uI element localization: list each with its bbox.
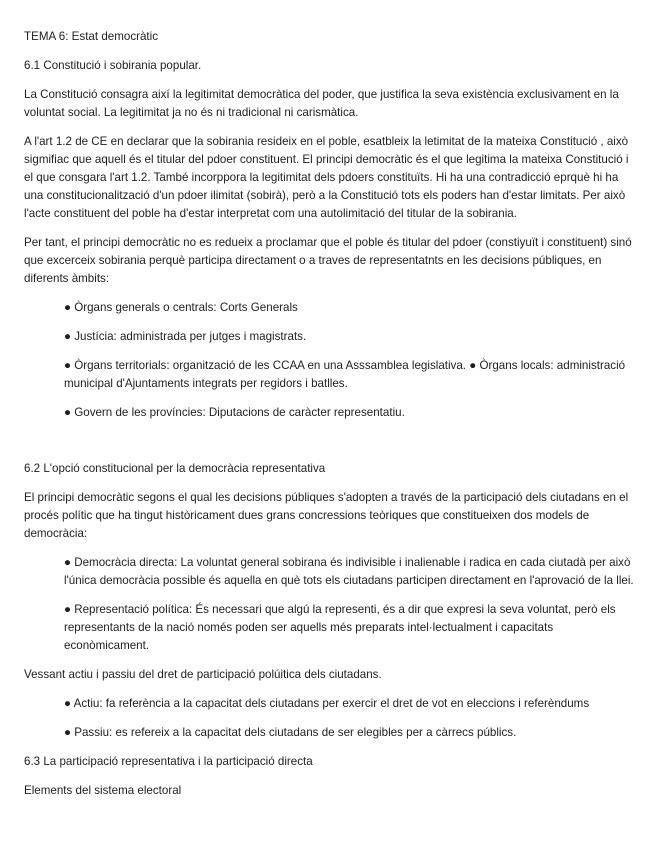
bullet-item: ● Passiu: es refereix a la capacitat dels ciutadans de ser elegibles per a càrrecs públics.	[64, 726, 517, 739]
bullet-item: ● Òrgans generals o centrals: Corts Generals	[64, 301, 298, 314]
section1-paragraph-1: La Constitució consagra així la legitimitat democràtica del poder, que justifica la seva existència exclusivament en la voluntat social. La legitimitat ja no és ni tradicional ni carismàtica.	[24, 88, 619, 119]
document-title: TEMA 6: Estat democràtic	[24, 30, 159, 43]
section1-heading: 6.1 Constitució i sobirania popular.	[24, 59, 202, 72]
section2-paragraph-1: El principi democràtic segons el qual les decisions públiques s'adopten a través de la participació dels ciutadans en el procés polític que ha tingut històricament dues grans concressions teòriques que constitueixen dos models de democràcia:	[24, 491, 629, 540]
section3-subheading: Elements del sistema electoral	[24, 784, 182, 797]
section1-paragraph-2: A l'art 1.2 de CE en declarar que la sobirania resideix en el poble, esatbleix la letimitat de la mateixa Constitució , això sigmifiac que aquell és el titular del pdoer constituent. El principi democràtic és el que legitima la mateixa Constitució i el que consgara l'art 1.2. També incorppora la legitimitat dels pdoers constituïts. Hi ha una contradicció eprquè hi ha una constitucionalització d'un pdoer ilimitat (sobirà), però a la Constitució tots els poders han d'estar limitats. Per això l'acte constituent del poble ha d'estar interpretat com una autolimitació del titular de la sobirania.	[24, 135, 629, 220]
bullet-item: ● Democràcia directa: La voluntat general sobirana és indivisible i inalienable i radica en cada ciutadà per això l'única democràcia possible és aquella en què tots els ciutadans participen directament en l'aprovació de la llei.	[64, 556, 634, 587]
bullet-item: ● Òrgans territorials: organització de les CCAA en una Asssamblea legislativa. ● Òrgans locals: administració municipal d'Ajuntaments integrats per regidors i batlles.	[64, 359, 626, 390]
bullet-item: ● Govern de les províncies: Diputacions de caràcter representatiu.	[64, 406, 405, 419]
bullet-item: ● Representació política: És necessari que algú la representi, és a dir que expresi la seva voluntat, però els representants de la nació només poden ser aquells més preparats intel·lectualment i capacitats econòmicament.	[64, 603, 616, 652]
section2-heading: 6.2 L'opció constitucional per la democràcia representativa	[24, 462, 326, 475]
bullet-item: ● Justícia: administrada per jutges i magistrats.	[64, 330, 307, 343]
section3-heading: 6.3 La participació representativa i la participació directa	[24, 755, 313, 768]
section1-paragraph-3: Per tant, el principi democràtic no es redueix a proclamar que el poble és titular del pdoer (constiyuït i constituent) sinó que excerceix sobirania perquè participa directament o a traves de representatnts en les decisions públiques, en diferents àmbits:	[24, 236, 632, 285]
section2-paragraph-2: Vessant actiu i passiu del dret de participació polúitica dels ciutadans.	[24, 668, 382, 681]
bullet-item: ● Actiu: fa referència a la capacitat dels ciutadans per exercir el dret de vot en eleccions i referèndums	[64, 697, 590, 710]
